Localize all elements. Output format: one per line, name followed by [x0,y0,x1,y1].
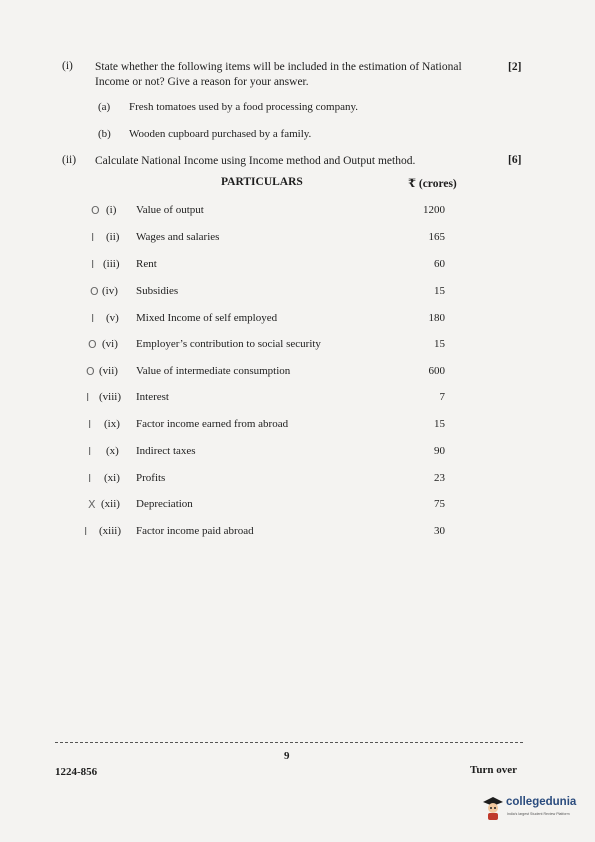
row-item: Profits [136,472,166,484]
row-item: Factor income paid abroad [136,525,254,537]
handwritten-mark: I [84,525,88,538]
question-1-marks: [2] [508,61,522,73]
row-item: Indirect taxes [136,445,196,457]
row-number: (vi) [102,338,118,350]
row-value: 180 [428,312,445,324]
row-value: 1200 [423,204,445,216]
table-row [0,525,595,541]
logo-wordmark: collegedunia [506,796,577,808]
row-item: Value of intermediate consumption [136,365,291,377]
question-1-text [95,60,495,90]
row-item: Wages and salaries [136,231,220,243]
table-row [0,231,595,247]
question-1-number: (i) [62,60,73,72]
question-1b-label: (b) [98,128,111,140]
row-value: 165 [428,231,445,243]
handwritten-mark: I [88,445,92,458]
question-1b-text: Wooden cupboard purchased by a family. [129,128,312,140]
question-2-number: (ii) [62,154,77,166]
table-row [0,338,595,354]
question-1a-text: Fresh tomatoes used by a food processing company. [129,101,359,113]
question-1-line-2: Income or not? Give a reason for your answer. [95,76,309,88]
page-number: 9 [284,750,290,762]
row-number: (xi) [104,472,120,484]
question-1-line-1: State whether the following items will be included in the estimation of National [95,61,462,73]
row-item: Factor income earned from abroad [136,418,289,430]
handwritten-mark: X [88,498,96,511]
handwritten-mark: O [90,285,99,298]
handwritten-mark: I [88,418,92,431]
handwritten-mark: O [91,204,100,217]
turn-over-label: Turn over [470,764,517,776]
row-number: (x) [106,445,119,457]
table-row [0,418,595,434]
handwritten-mark: I [91,312,95,325]
row-number: (i) [106,204,117,216]
row-value: 15 [434,285,445,297]
collegedunia-logo [482,793,590,827]
table-row [0,391,595,407]
row-value: 30 [434,525,445,537]
row-value: 23 [434,472,445,484]
row-value: 15 [434,338,445,350]
row-item: Mixed Income of self employed [136,312,278,324]
table-row [0,445,595,461]
row-number: (xii) [101,498,120,510]
handwritten-mark: I [91,258,95,271]
column-header-particulars: PARTICULARS [221,176,303,188]
row-number: (ii) [106,231,120,243]
handwritten-mark: I [86,391,90,404]
table-row [0,258,595,274]
paper-code: 1224-856 [55,766,98,778]
row-value: 90 [434,445,445,457]
row-value: 75 [434,498,445,510]
handwritten-mark: O [88,338,97,351]
question-1a-label: (a) [98,101,111,113]
handwritten-mark: I [91,231,95,244]
row-number: (v) [106,312,119,324]
table-row [0,285,595,301]
row-item: Rent [136,258,157,270]
row-item: Subsidies [136,285,179,297]
row-value: 7 [439,391,445,403]
row-item: Employer’s contribution to social security [136,338,321,350]
row-item: Value of output [136,204,204,216]
row-number: (iv) [102,285,118,297]
handwritten-mark: I [88,472,92,485]
row-number: (iii) [103,258,120,270]
row-value: 60 [434,258,445,270]
row-value: 600 [428,365,445,377]
table-row [0,365,595,381]
row-number: (xiii) [99,525,121,537]
column-header-amount: ₹ (crores) [408,178,457,190]
question-2-marks: [6] [508,154,522,166]
row-number: (vii) [99,365,118,377]
logo-tagline: India's largest Student Review Platform [507,812,570,816]
question-2-text: Calculate National Income using Income method and Output method. [95,155,416,167]
row-item: Depreciation [136,498,193,510]
row-value: 15 [434,418,445,430]
row-number: (viii) [99,391,121,403]
table-row [0,498,595,514]
table-row [0,472,595,488]
handwritten-mark: O [86,365,95,378]
table-row [0,312,595,328]
row-number: (ix) [104,418,120,430]
student-mascot-icon [482,795,504,821]
table-row [0,204,595,220]
footer-divider [55,742,523,743]
row-item: Interest [136,391,169,403]
